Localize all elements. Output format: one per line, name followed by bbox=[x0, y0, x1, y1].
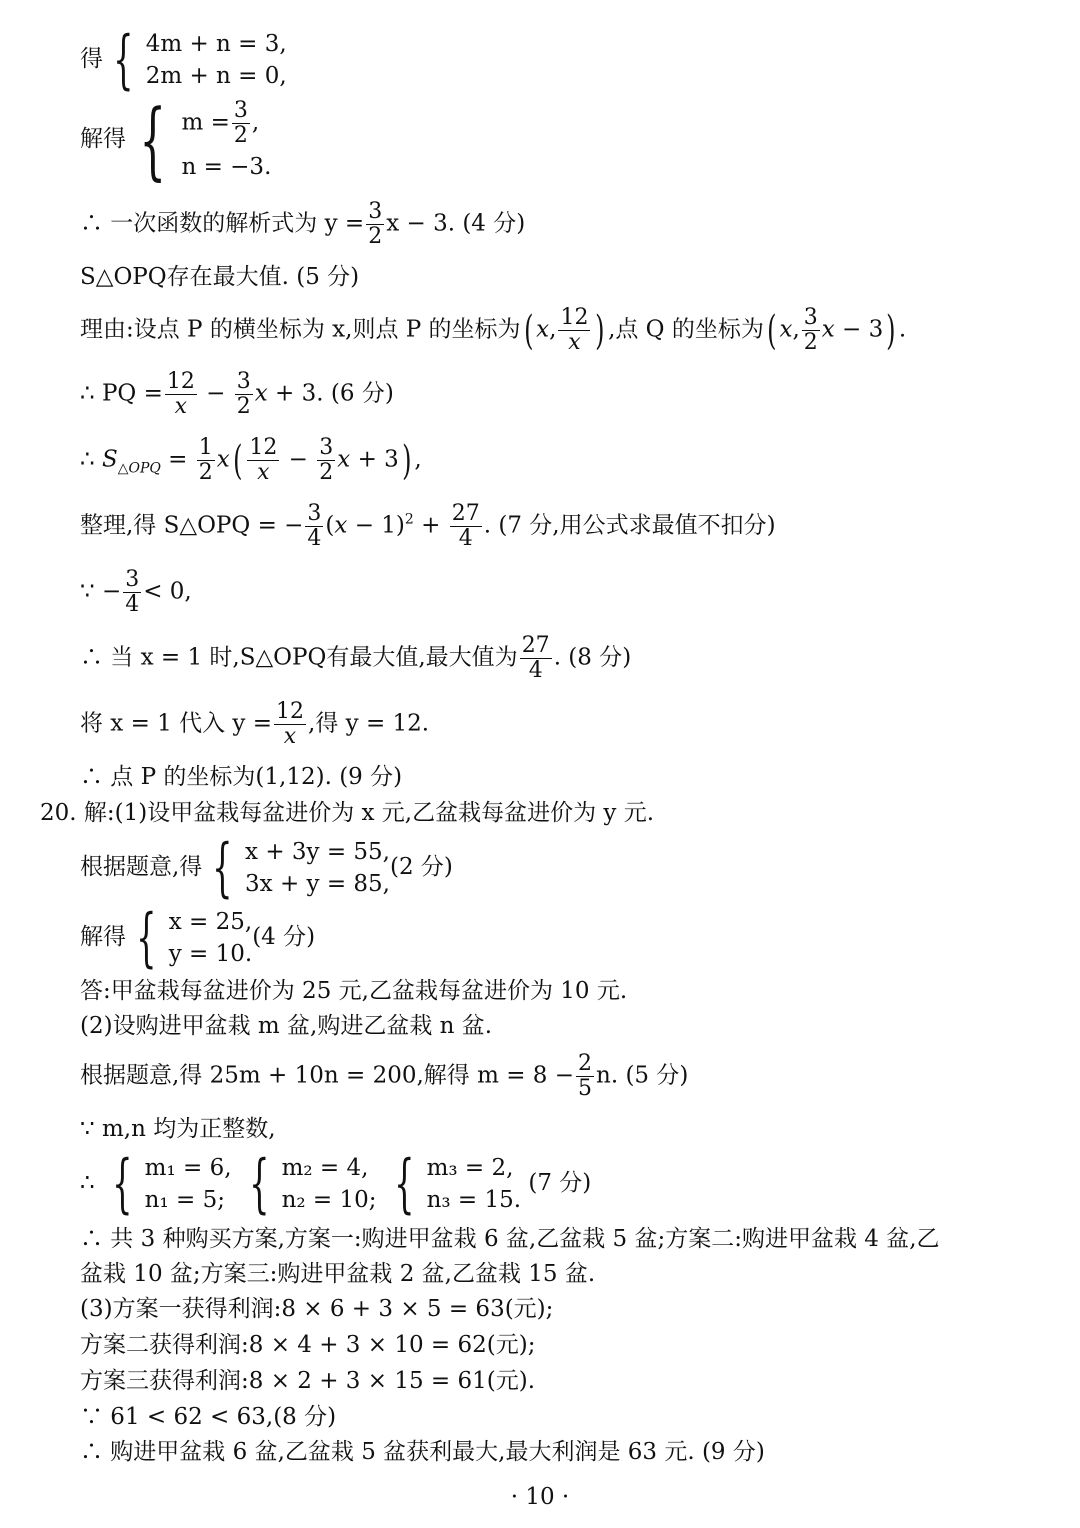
q20-sys-b: 3x + y = 85, bbox=[245, 871, 390, 897]
profit-1-line: (3)方案一获得利润:8 × 6 + 3 × 5 = 63(元); bbox=[80, 1296, 554, 1322]
line-fn-num: 3 bbox=[368, 199, 383, 224]
question-20-solution: 解得 { x = 25, y = 10. (4 分) bbox=[80, 901, 316, 975]
eq-mn-post: n. (5 分) bbox=[596, 1062, 689, 1089]
tidy-line: 整理,得 S△OPQ = − $\frac{3}{4}$ $(x - 1)^2$ + $\frac{27}{4}$ . (7 分,用公式求最值不扣分) bbox=[80, 501, 776, 552]
case-n3: n₃ = 15. bbox=[426, 1187, 522, 1213]
q20-sys-post: (2 分) bbox=[390, 854, 453, 880]
q20-sol-b: y = 10. bbox=[168, 941, 253, 967]
eq-mn-den: 5 bbox=[578, 1076, 593, 1102]
p-coordinate-line: ∴ 点 P 的坐标为(1,12). (9 分) bbox=[80, 764, 403, 790]
q20-sol-pre: 解得 bbox=[80, 924, 126, 950]
cases-line: ∴ { m₁ = 6, n₁ = 5; { m₂ = 4, n₂ = 10; { m₃ = 2, n₃ = 15. (7 分) bbox=[80, 1147, 592, 1221]
area-expression-line: ∴ $S_{\triangle OPQ}$ = $\frac{1}{2}$ x( $\frac{12}{x}$ − $\frac{3}{2}$ x + 3) , bbox=[80, 435, 422, 486]
substitute-line: 将 x = 1 代入 y = $\frac{12}{x}$ ,得 y = 12. bbox=[80, 699, 430, 750]
plans-line-a: ∴ 共 3 种购买方案,方案一:购进甲盆栽 6 盆,乙盆栽 5 盆;方案二:购进甲盆栽 4 盆,乙 bbox=[80, 1226, 940, 1252]
eq1-a: 4m + n = 3, bbox=[145, 30, 287, 57]
pq-pre: ∴ PQ = bbox=[80, 380, 163, 407]
part2b-line: (2)设购进甲盆栽 m 盆,购进乙盆栽 n 盆. bbox=[80, 1013, 493, 1039]
sub-res: ,得 y = 12. bbox=[308, 710, 430, 737]
tidy-note: . (7 分,用公式求最值不扣分) bbox=[483, 512, 776, 539]
case-n1: n₁ = 5; bbox=[144, 1187, 225, 1213]
eq1-b: 2m + n = 0, bbox=[145, 63, 287, 89]
q20-sys-a: x + 3y = 55, bbox=[245, 838, 390, 865]
max-value-line: ∴ 当 x = 1 时,S△OPQ有最大值,最大值为 $\frac{27}{4}$ . (8 分) bbox=[80, 633, 632, 684]
q20-sol-post: (4 分) bbox=[252, 924, 316, 950]
mn-equation-line bbox=[80, 1052, 688, 1101]
eq-mn-pre: 根据题意,得 25m + 10n = 200,解得 m = 8 − bbox=[80, 1062, 575, 1089]
answer-1-line: 答:甲盆栽每盆进价为 25 元,乙盆栽每盆进价为 10 元. bbox=[80, 978, 628, 1004]
equation-system-1: 得 { 4m + n = 3, 2m + n = 0, bbox=[80, 23, 287, 97]
sol1-n: n = −3. bbox=[181, 154, 272, 181]
page-number: · 10 · bbox=[510, 1484, 570, 1510]
reason-b: ,点 Q 的坐标为 bbox=[608, 316, 764, 343]
profit-2-line: 方案二获得利润:8 × 4 + 3 × 10 = 62(元); bbox=[80, 1332, 536, 1358]
case-n2: n₂ = 10; bbox=[281, 1187, 377, 1213]
part2-line: S△OPQ存在最大值. (5 分) bbox=[80, 264, 360, 290]
question-20-header: 20. 解:(1)设甲盆栽每盆进价为 x 元,乙盆栽每盆进价为 y 元. bbox=[40, 800, 655, 826]
linear-function-line bbox=[80, 200, 525, 249]
profit-3-line: 方案三获得利润:8 × 2 + 3 × 15 = 61(元). bbox=[80, 1368, 536, 1394]
negative-coef-line: ∵ − $\frac{3}{4}$ < 0, bbox=[80, 567, 192, 618]
sol1-m-num: 3 bbox=[233, 98, 248, 124]
case-m3: m₃ = 2, bbox=[426, 1154, 514, 1181]
line-fn-den: 2 bbox=[368, 224, 383, 250]
solution-system-1: 解得 { m = $\frac{3}{2}$ , n = −3. bbox=[80, 91, 272, 189]
q20-sys-pre: 根据题意,得 bbox=[80, 854, 203, 880]
case-m1: m₁ = 6, bbox=[144, 1154, 232, 1181]
eq-mn-num: 2 bbox=[578, 1051, 593, 1076]
compare-line: ∵ 61 < 62 < 63,(8 分) bbox=[80, 1404, 337, 1430]
reason-a: 理由:设点 P 的横坐标为 x,则点 P 的坐标为 bbox=[80, 316, 521, 343]
plans-line-b: 盆栽 10 盆;方案三:购进甲盆栽 2 盆,乙盆栽 15 盆. bbox=[80, 1261, 596, 1287]
line-fn-pre: ∴ 一次函数的解析式为 y = bbox=[80, 210, 365, 237]
tidy-pre: 整理,得 S△OPQ = − bbox=[80, 512, 304, 539]
positive-integer-line: ∵ m,n 均为正整数, bbox=[80, 1116, 276, 1142]
cases-post: (7 分) bbox=[528, 1170, 592, 1196]
case-m2: m₂ = 4, bbox=[281, 1154, 369, 1181]
sub-in: 将 x = 1 代入 y = bbox=[80, 710, 273, 737]
pq-line: ∴ PQ = $\frac{12}{x}$ − $\frac{3}{2}$ x + 3. (6 分) bbox=[80, 369, 394, 420]
sol1-m-den: 2 bbox=[233, 123, 248, 149]
final-line: ∴ 购进甲盆栽 6 盆,乙盆栽 5 盆获利最大,最大利润是 63 元. (9 分) bbox=[80, 1439, 765, 1465]
sol1-m-lhs: m = bbox=[181, 109, 230, 136]
line-fn-post: x − 3. (4 分) bbox=[386, 210, 526, 237]
reason-line: 理由:设点 P 的横坐标为 x,则点 P 的坐标为( x, $\frac{12}{x}$ ) ,点 Q 的坐标为( x, $\frac{3}{2}$ x − 3) . bbox=[80, 305, 907, 356]
question-20-system: 根据题意,得 { x + 3y = 55, 3x + y = 85, (2 分) bbox=[80, 831, 453, 905]
when-pre: ∴ 当 x = 1 时,S△OPQ有最大值,最大值为 bbox=[80, 644, 518, 671]
q20-sol-a: x = 25, bbox=[168, 908, 253, 935]
